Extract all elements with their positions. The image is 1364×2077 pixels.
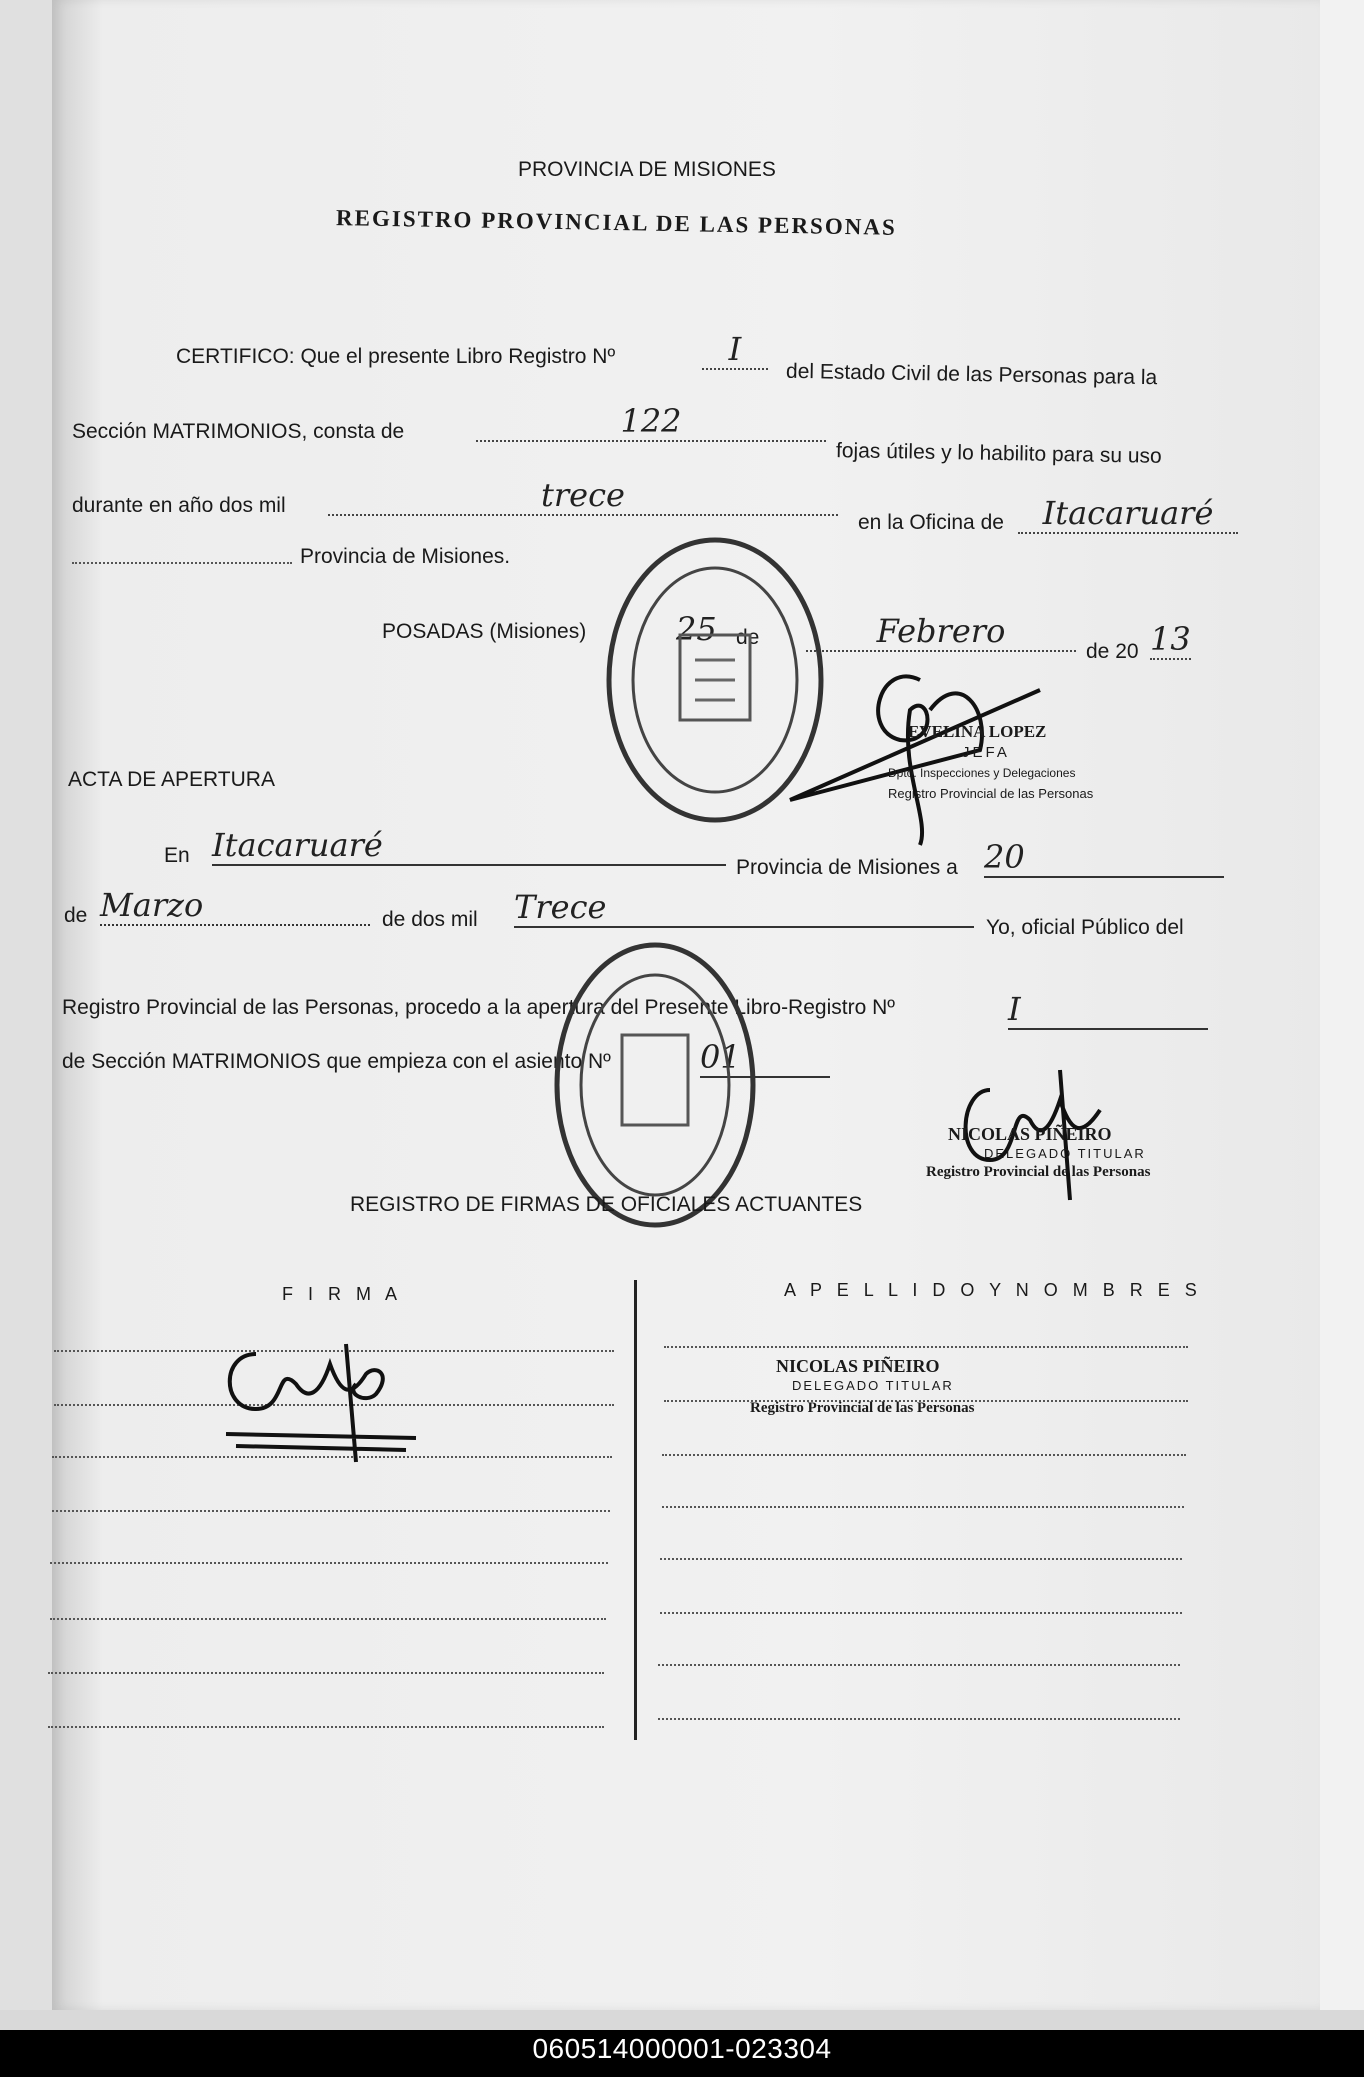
firma-line-8	[48, 1726, 604, 1728]
col-firma: F I R M A	[282, 1284, 403, 1304]
firma-line-4	[52, 1510, 610, 1512]
registry-heading: REGISTRO PROVINCIAL DE LAS PERSONAS	[335, 205, 897, 240]
acta-year-words: Trece	[514, 888, 974, 928]
nombre-line-6	[660, 1612, 1182, 1614]
acta-dos-mil: de dos mil	[382, 908, 478, 931]
nombre-line-1	[664, 1346, 1188, 1348]
cert-de: de	[736, 626, 760, 649]
entry-role: DELEGADO TITULAR	[792, 1378, 954, 1393]
cert-day: 25	[676, 610, 717, 648]
cert-line4: Provincia de Misiones.	[300, 545, 511, 568]
jefa-signature	[780, 650, 1110, 850]
acta-yo: Yo, oficial Público del	[986, 916, 1184, 939]
nombre-line-5	[660, 1558, 1182, 1560]
page-right-edge	[1320, 0, 1364, 2010]
entry-org: Registro Provincial de las Personas	[750, 1400, 975, 1416]
firma-line-6	[50, 1618, 606, 1620]
acta-en: En	[164, 844, 190, 867]
cert-year-suffix: 13	[1150, 620, 1191, 658]
nombre-line-4	[662, 1506, 1184, 1508]
signatures-title: REGISTRO DE FIRMAS DE OFICIALES ACTUANTES	[350, 1193, 863, 1216]
cert-line2-a: Sección MATRIMONIOS, consta de	[72, 420, 405, 443]
document-code: 060514000001-023304	[532, 2033, 832, 2064]
cert-line2-b: fojas útiles y lo habilito para su uso	[835, 439, 1162, 468]
column-divider	[634, 1280, 637, 1740]
nicolas-org: Registro Provincial de las Personas	[926, 1164, 1151, 1180]
col-nombres: A P E L L I D O Y N O M B R E S	[784, 1280, 1202, 1300]
cert-line1-a: CERTIFICO: Que el presente Libro Registro Nº	[176, 345, 616, 368]
acta-de: de	[64, 904, 88, 927]
firma-line-5	[50, 1562, 608, 1564]
itacaruare-seal	[550, 935, 760, 1235]
nicolas-signature-table	[216, 1334, 426, 1464]
entry-name: NICOLAS PIÑEIRO	[776, 1356, 940, 1376]
nombre-line-8	[658, 1718, 1180, 1720]
firma-line-7	[48, 1672, 604, 1674]
acta-month: Marzo	[100, 886, 370, 926]
acta-book-number: I	[1008, 990, 1208, 1030]
cert-month: Febrero	[806, 612, 1076, 652]
cert-line4-dots	[72, 562, 292, 564]
cert-year-words: trece	[328, 476, 838, 516]
nicolas-name: NICOLAS PIÑEIRO	[948, 1124, 1112, 1144]
jefa-name: EVELINA LOPEZ	[908, 722, 1047, 741]
nombre-line-3	[662, 1454, 1186, 1456]
acta-prov-label: Provincia de Misiones a	[736, 856, 958, 879]
acta-line4: de Sección MATRIMONIOS que empieza con el asiento Nº	[62, 1050, 611, 1073]
nombre-line-7	[658, 1664, 1180, 1666]
jefa-dept: Dpto. Inspecciones y Delegaciones	[888, 766, 1076, 780]
cert-book-number: I	[702, 330, 768, 370]
acta-title: ACTA DE APERTURA	[68, 768, 275, 791]
province-heading: PROVINCIA DE MISIONES	[518, 158, 776, 181]
page-left-edge	[0, 0, 52, 2010]
jefa-org: Registro Provincial de las Personas	[888, 786, 1094, 801]
cert-place: POSADAS (Misiones)	[382, 620, 587, 643]
nicolas-role: DELEGADO TITULAR	[984, 1146, 1146, 1161]
acta-place: Itacaruaré	[212, 826, 726, 866]
acta-line3: Registro Provincial de las Personas, procedo a la apertura del Presente Libro-Registro Nº	[62, 996, 895, 1019]
acta-asiento: 01	[700, 1038, 830, 1078]
acta-day: 20	[984, 838, 1224, 878]
cert-line3-b: en la Oficina de	[858, 511, 1004, 534]
jefa-role: JEFA	[962, 744, 1010, 761]
cert-office: Itacaruaré	[1018, 494, 1238, 534]
cert-folios: 122	[476, 402, 826, 442]
cert-line1-b: del Estado Civil de las Personas para la	[785, 359, 1158, 390]
cert-year-prefix: de 20	[1086, 640, 1139, 663]
cert-line3-a: durante en año dos mil	[72, 494, 286, 517]
